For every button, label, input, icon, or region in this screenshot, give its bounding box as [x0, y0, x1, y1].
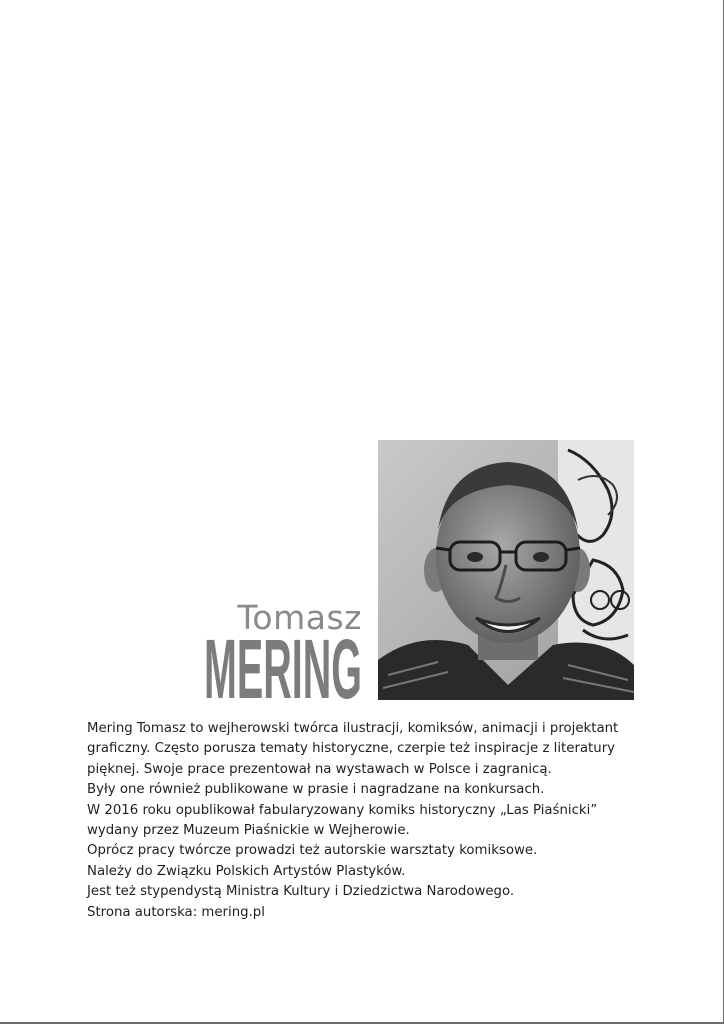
author-last-name: [204, 634, 362, 702]
bio-line: pięknej. Swoje prace prezentował na wystawach w Polsce i zagranicą.: [87, 761, 552, 777]
bio-line: Były one również publikowane w prasie i nagradzane na konkursach.: [87, 782, 545, 798]
bio-line: Należy do Związku Polskich Artystów Plastyków.: [87, 863, 406, 879]
author-first-name: Tomasz: [237, 598, 362, 637]
author-photo-icon: [378, 440, 634, 700]
author-last-name-text: MERING: [204, 634, 362, 702]
bio-line: Oprócz pracy twórcze prowadzi też autorskie warsztaty komiksowe.: [87, 843, 538, 859]
author-portrait: [378, 440, 634, 700]
bio-line-website: Strona autorska: mering.pl: [87, 904, 265, 920]
bio-line: Jest też stypendystą Ministra Kultury i Dziedzictwa Narodowego.: [87, 884, 515, 900]
author-bio: [87, 719, 687, 923]
bio-line: Mering Tomasz to wejherowski twórca ilustracji, komiksów, animacji i projektant: [87, 721, 619, 736]
bio-line: wydany przez Muzeum Piaśnickie w Wejherowie.: [87, 823, 410, 839]
bio-line: graficzny. Często porusza tematy historyczne, czerpie też inspiracje z literatury: [87, 741, 616, 757]
bio-line: W 2016 roku opublikował fabularyzowany komiks historyczny „Las Piaśnicki”: [87, 802, 598, 818]
